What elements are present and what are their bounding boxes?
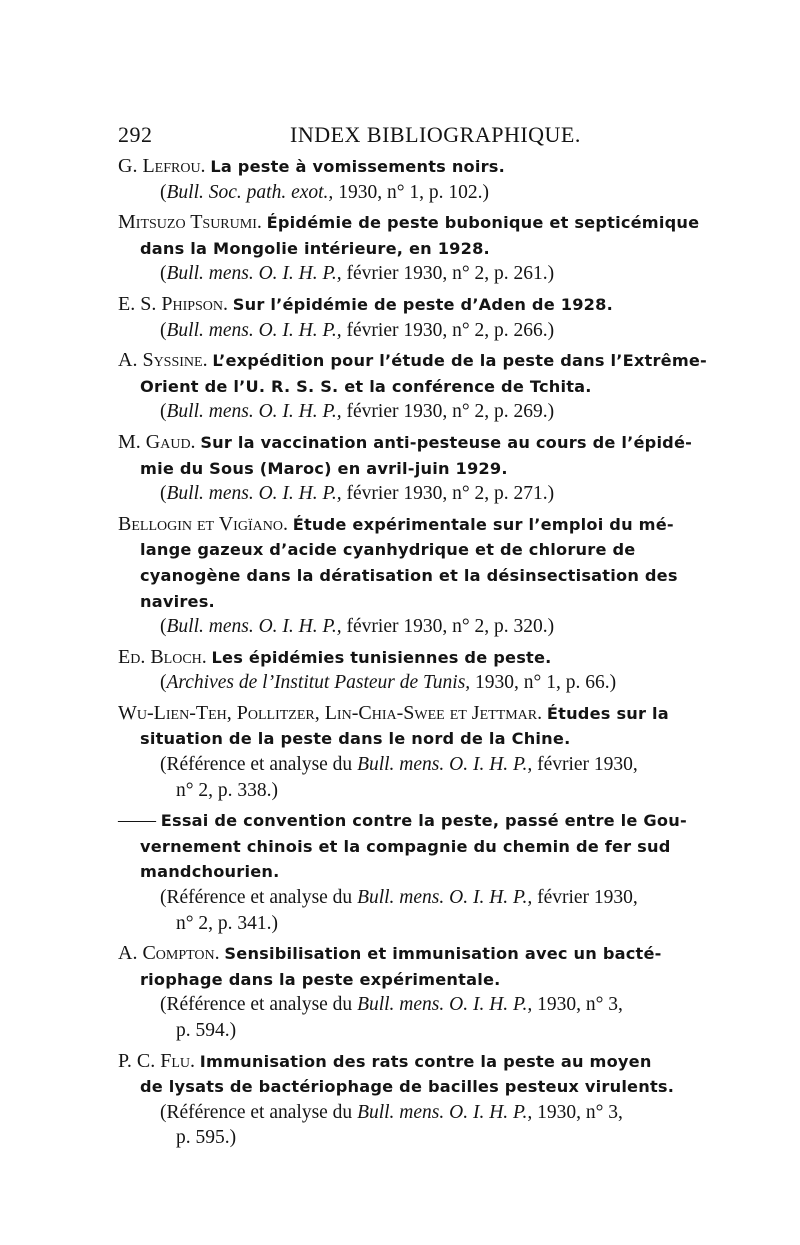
entry-reference: [118, 670, 683, 696]
entry-author: P. C. Flu.: [118, 1049, 196, 1072]
entry-author: Bellogin et Vigïano.: [118, 512, 288, 535]
reference-text: n° 2, p. 338.): [176, 779, 279, 801]
entry-title-continuation: riophage dans la peste expérimentale.: [140, 969, 501, 989]
reference-text: (Référence et analyse du: [160, 994, 358, 1016]
reference-text: p. 595.): [176, 1127, 237, 1149]
reference-text: février 1930, n° 2, p. 266.): [341, 319, 555, 341]
entry-first-line: [118, 154, 683, 180]
entry-reference: [118, 1100, 683, 1126]
journal-name: Bull. mens. O. I. H. P.,: [357, 994, 533, 1016]
entry-title: Étude expérimentale sur l’emploi du mé-: [292, 514, 674, 534]
entry-author: Ed. Bloch.: [118, 645, 207, 668]
reference-text: (: [160, 263, 167, 285]
entry-first-line: [118, 348, 707, 374]
entry-author: E. S. Phipson.: [118, 292, 229, 315]
entry-author: A. Syssine.: [118, 349, 208, 372]
entry-reference: [118, 261, 683, 287]
bibliography-entry: [118, 154, 683, 205]
journal-name: Bull. mens. O. I. H. P.,: [166, 319, 342, 341]
entry-reference: [118, 1018, 683, 1044]
bibliography-entry: [118, 1049, 683, 1151]
reference-text: 1930, n° 3,: [532, 1101, 623, 1123]
entry-author: M. Gaud.: [118, 430, 196, 453]
reference-text: février 1930, n° 2, p. 271.): [341, 483, 555, 505]
entry-reference: [118, 778, 683, 804]
running-title: INDEX BIBLIOGRAPHIQUE.: [290, 122, 581, 147]
reference-text: février 1930,: [532, 754, 638, 776]
entry-reference: [118, 318, 683, 344]
reference-text: (: [160, 319, 167, 341]
entry-title: La peste à vomissements noirs.: [210, 157, 505, 176]
entry-reference: [118, 992, 683, 1018]
entry-title-continuation: de lysats de bactériophage de bacilles pesteux virulents.: [140, 1077, 675, 1097]
reference-text: février 1930, n° 2, p. 269.): [341, 401, 555, 423]
reference-text: 1930, n° 1, p. 66.): [470, 672, 617, 694]
entry-first-line: [118, 1049, 683, 1075]
bibliography-list: [118, 154, 707, 1156]
entry-title-continuation: mie du Sous (Maroc) en avril-juin 1929.: [140, 458, 508, 478]
journal-name: Bull. mens. O. I. H. P.,: [357, 887, 533, 909]
entry-title-continuation: vernement chinois et la compagnie du chemin de fer sud: [140, 836, 671, 856]
entry-title: Immunisation des rats contre la peste au moyen: [199, 1051, 652, 1071]
entry-author: A. Compton.: [118, 942, 220, 965]
bibliography-entry: [118, 348, 707, 425]
entry-reference: [118, 614, 683, 640]
journal-name: Archives de l’Institut Pasteur de Tunis,: [166, 672, 471, 694]
entry-title: L’expédition pour l’étude de la peste dans l’Extrême-: [212, 351, 707, 371]
entry-reference: [118, 1125, 683, 1151]
bibliography-entry: [118, 292, 683, 343]
reference-text: 1930, n° 3,: [532, 994, 623, 1016]
entry-first-line: [118, 941, 683, 967]
entry-first-line: [118, 645, 683, 671]
reference-text: février 1930, n° 2, p. 261.): [341, 263, 555, 285]
entry-first-line: [118, 292, 683, 318]
entry-reference: [118, 481, 683, 507]
entry-title: Sensibilisation et immunisation avec un bacté-: [224, 944, 662, 964]
reference-text: p. 594.): [176, 1020, 237, 1041]
reference-text: (: [160, 401, 167, 423]
entry-first-line: [118, 701, 683, 727]
reference-text: février 1930, n° 2, p. 320.): [341, 616, 555, 638]
entry-title-continuation: Orient de l’U. R. S. S. et la conférence de Tchita.: [140, 376, 592, 396]
journal-name: Bull. mens. O. I. H. P.,: [166, 483, 342, 505]
journal-name: Bull. Soc. path. exot.,: [166, 181, 334, 203]
journal-name: Bull. mens. O. I. H. P.,: [357, 1101, 533, 1123]
entry-reference: [118, 911, 683, 937]
reference-text: (Référence et analyse du: [160, 887, 358, 909]
journal-name: Bull. mens. O. I. H. P.,: [166, 401, 342, 423]
entry-title: Sur l’épidémie de peste d’Aden de 1928.: [232, 294, 613, 314]
entry-first-line: [118, 512, 683, 538]
bibliography-entry: [118, 430, 693, 507]
entry-first-line: [118, 210, 700, 236]
entry-first-line: [118, 808, 687, 834]
reference-text: (Référence et analyse du: [160, 1101, 358, 1123]
reference-text: (: [160, 672, 167, 694]
page-number: 292: [118, 122, 153, 147]
bibliography-entry: [118, 210, 700, 287]
reference-text: n° 2, p. 341.): [176, 912, 279, 934]
entry-reference: [118, 180, 683, 206]
bibliography-entry: [118, 701, 683, 803]
entry-author: ——: [118, 810, 156, 832]
entry-author: G. Lefrou.: [118, 155, 206, 177]
entry-title-continuation: mandchourien.: [140, 862, 280, 882]
entry-title-continuation: lange gazeux d’acide cyanhydrique et de chlorure de: [140, 540, 636, 560]
reference-text: 1930, n° 1, p. 102.): [333, 181, 489, 203]
reference-text: février 1930,: [532, 887, 638, 909]
entry-title: Les épidémies tunisiennes de peste.: [211, 647, 552, 667]
entry-author: Mitsuzo Tsurumi.: [118, 211, 262, 234]
journal-name: Bull. mens. O. I. H. P.,: [357, 754, 533, 776]
entry-reference: [118, 752, 683, 778]
journal-name: Bull. mens. O. I. H. P.,: [166, 616, 342, 638]
entry-author: Wu-Lien-Teh, Pollitzer, Lin-Chia-Swee et Jettmar.: [118, 701, 543, 724]
entry-title-continuation: navires.: [140, 591, 215, 611]
reference-text: (Référence et analyse du: [160, 754, 358, 776]
entry-reference: [118, 885, 683, 911]
entry-title: Sur la vaccination anti-pesteuse au cours de l’épidé-: [200, 432, 693, 452]
entry-title-continuation: situation de la peste dans le nord de la Chine.: [140, 729, 571, 749]
bibliography-entry: [118, 645, 683, 696]
bibliography-entry: [118, 808, 687, 936]
bibliography-entry: [118, 512, 683, 640]
bibliography-entry: [118, 941, 683, 1043]
entry-title: Épidémie de peste bubonique et septicémique: [266, 213, 700, 233]
reference-text: (: [160, 181, 167, 203]
entry-reference: [118, 399, 683, 425]
journal-name: Bull. mens. O. I. H. P.,: [166, 263, 342, 285]
entry-title: Essai de convention contre la peste, passé entre le Gou-: [160, 811, 687, 831]
entry-title: Études sur la: [546, 703, 669, 723]
entry-first-line: [118, 430, 693, 456]
reference-text: (: [160, 483, 167, 505]
page-header: [118, 122, 678, 152]
entry-title-continuation: cyanogène dans la dératisation et la désinsectisation des: [140, 565, 678, 585]
entry-title-continuation: dans la Mongolie intérieure, en 1928.: [140, 238, 490, 258]
reference-text: (: [160, 616, 167, 638]
